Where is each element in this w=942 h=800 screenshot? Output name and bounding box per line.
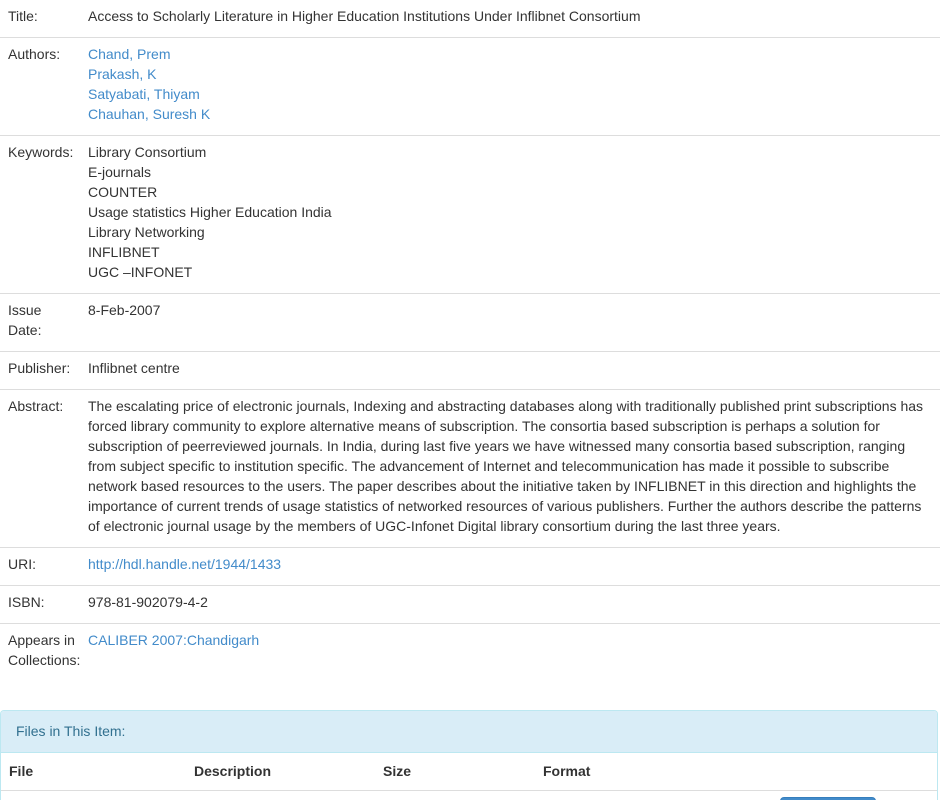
metadata-row-keywords: [0, 136, 940, 294]
uri-value: [80, 548, 940, 586]
metadata-row-publisher: [0, 352, 940, 390]
collections-label-line: Collections:: [8, 652, 81, 668]
files-table-header: [1, 753, 937, 791]
column-header-format: Format: [543, 763, 591, 779]
issue-date-label-line: Issue: [8, 302, 42, 318]
isbn-value: 978-81-902079-4-2: [80, 586, 940, 624]
collection-link[interactable]: CALIBER 2007:Chandigarh: [88, 632, 260, 648]
collections-value: [80, 624, 940, 682]
issue-date-label: [0, 294, 80, 352]
keyword-item: Library Networking: [88, 224, 205, 240]
collections-label: [0, 624, 80, 682]
abstract-label: Abstract:: [0, 390, 80, 548]
files-panel-heading: Files in This Item:: [1, 711, 937, 753]
column-header-size: Size: [383, 763, 412, 779]
files-panel: [0, 710, 938, 800]
collections-label-line: Appears in: [8, 632, 75, 648]
handle-uri-link[interactable]: http://hdl.handle.net/1944/1433: [88, 556, 282, 572]
publisher-value: Inflibnet centre: [80, 352, 940, 390]
metadata-row-issue-date: [0, 294, 940, 352]
publisher-label: Publisher:: [0, 352, 80, 390]
title-label: Title:: [8, 8, 38, 24]
keyword-item: INFLIBNET: [88, 244, 160, 260]
issue-date-label-line: Date:: [8, 322, 42, 338]
metadata-row-authors: [0, 38, 940, 136]
authors-label: Authors:: [0, 38, 80, 136]
keyword-item: E-journals: [88, 164, 152, 180]
author-link[interactable]: Chauhan, Suresh K: [88, 106, 211, 122]
metadata-row-isbn: [0, 586, 940, 624]
metadata-row-uri: [0, 548, 940, 586]
title-value: Access to Scholarly Literature in Higher Education Institutions Under Inflibnet Consortium: [88, 8, 641, 24]
abstract-value: [80, 390, 940, 548]
issue-date-value: 8-Feb-2007: [80, 294, 940, 352]
column-header-file: File: [9, 763, 34, 779]
keywords-list: [80, 136, 940, 294]
keywords-label: Keywords:: [0, 136, 80, 294]
metadata-row-collections: [0, 624, 940, 682]
uri-label: URI:: [0, 548, 80, 586]
keyword-item: Library Consortium: [88, 144, 207, 160]
column-header-description: Description: [194, 763, 272, 779]
author-link[interactable]: Satyabati, Thiyam: [88, 86, 200, 102]
keyword-item: UGC –INFONET: [88, 264, 193, 280]
metadata-row-abstract: [0, 390, 940, 548]
author-link[interactable]: Chand, Prem: [88, 46, 171, 62]
authors-list: [80, 38, 940, 136]
keyword-item: COUNTER: [88, 184, 158, 200]
author-link[interactable]: Prakash, K: [88, 66, 157, 82]
keyword-item: Usage statistics Higher Education India: [88, 204, 332, 220]
isbn-label: ISBN:: [0, 586, 80, 624]
metadata-row-title: [0, 0, 940, 38]
abstract-text: The escalating price of electronic journals, Indexing and abstracting databases along with traditionally published print subscriptions has forced library community to explore alternative means of subscription. The consortia based subscription is perhaps a solution for subscription of peerreviewed journals. In India, during last five years we have witnessed many consortia based subscription, ranging from subject specific to institution specific. The advancement of Internet and telecommunication has made it possible to subscribe network based resources to the users. The paper describes about the initiative taken by INFLIBNET in this direction and highlights the importance of current trends of usage statistics of networked resources of various publishers. Further the authors describe the patterns of electronic journal usage by the members of UGC-Infonet Digital library consortium during the last three years.: [88, 398, 924, 534]
